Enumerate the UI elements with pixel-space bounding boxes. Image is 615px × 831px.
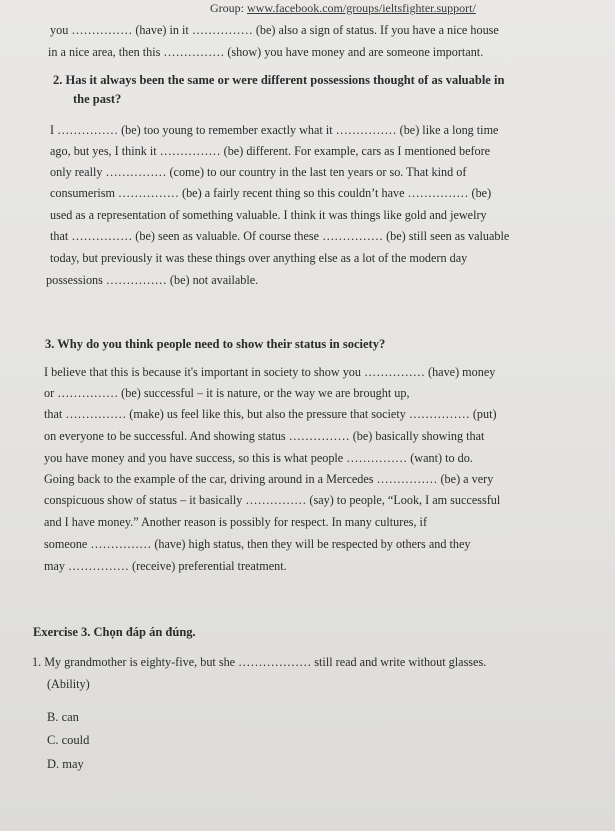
group-header <box>210 2 530 14</box>
answer-line: on everyone to be successful. And showing status …………… (be) basically showing that <box>44 429 485 443</box>
answer-line: used as a representation of something valuable. I think it was things like gold and jewelry <box>50 208 487 222</box>
answer-line: that …………… (make) us feel like this, but also the pressure that society …………… (put) <box>44 407 497 421</box>
option-b[interactable]: B. can <box>47 710 79 724</box>
question-3-title-line: 3. Why do you think people need to show their status in society? <box>45 337 386 351</box>
answer-line: I believe that this is because it's important in society to show you …………… (have) money <box>44 365 496 379</box>
answer-line: may …………… (receive) preferential treatment. <box>44 559 287 573</box>
option-c[interactable]: C. could <box>47 733 90 747</box>
answer-line: you have money and you have success, so this is what people …………… (want) to do. <box>44 451 473 465</box>
answer-line: today, but previously it was these things over anything else as a lot of the modern day <box>50 251 468 265</box>
item-1-question: 1. My grandmother is eighty-five, but she ……………… still read and write without glasses. <box>32 655 487 669</box>
group-url-link[interactable]: www.facebook.com/groups/ieltsfighter.support/ <box>247 1 476 15</box>
intro-line: you …………… (have) in it …………… (be) also a sign of status. If you have a nice house <box>50 23 499 37</box>
answer-line: Going back to the example of the car, driving around in a Mercedes …………… (be) a very <box>44 472 494 486</box>
question-2-title-line: 2. Has it always been the same or were different possessions thought of as valuable in <box>53 73 505 87</box>
answer-line: someone …………… (have) high status, then they will be respected by others and they <box>44 537 471 551</box>
answer-line: possessions …………… (be) not available. <box>46 273 259 287</box>
answer-line: that …………… (be) seen as valuable. Of course these …………… (be) still seen as valuable <box>50 229 510 243</box>
option-d[interactable]: D. may <box>47 757 84 771</box>
question-2-title-line: the past? <box>73 92 122 106</box>
answer-line: conspicuous show of status – it basically …………… (say) to people, “Look, I am successful <box>44 493 501 507</box>
answer-line: consumerism …………… (be) a fairly recent thing so this couldn’t have …………… (be) <box>50 186 492 200</box>
intro-line: in a nice area, then this …………… (show) you have money and are someone important. <box>48 45 484 59</box>
group-label: Group: <box>210 1 244 15</box>
answer-line: ago, but yes, I think it …………… (be) different. For example, cars as I mentioned before <box>50 144 491 158</box>
exercise-3-title: Exercise 3. Chọn đáp án đúng. <box>33 625 196 639</box>
answer-line: and I have money.” Another reason is possibly for respect. In many cultures, if <box>44 515 428 529</box>
item-1-hint: (Ability) <box>47 677 90 691</box>
answer-line: only really …………… (come) to our country in the last ten years or so. That kind of <box>50 165 467 179</box>
answer-line: or …………… (be) successful – it is nature, or the way we are brought up, <box>44 386 410 400</box>
answer-line: I …………… (be) too young to remember exactly what it …………… (be) like a long time <box>50 123 499 137</box>
